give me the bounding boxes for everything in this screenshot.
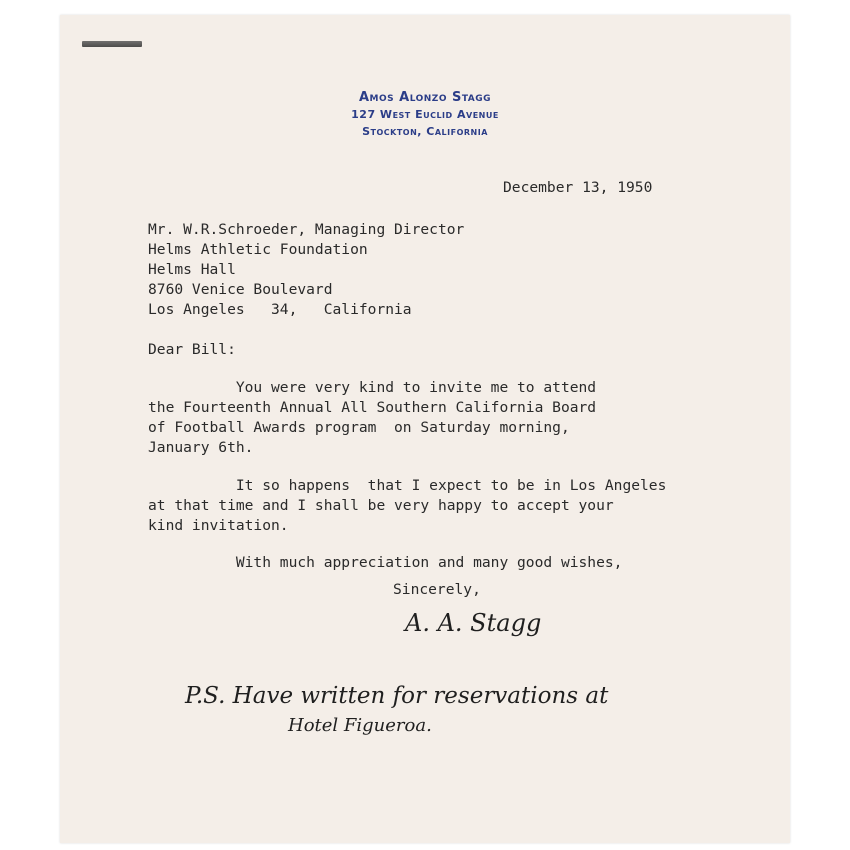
body-line: kind invitation. [148,517,289,534]
body-line: You were very kind to invite me to attend [148,379,597,396]
salutation: Dear Bill: [148,341,236,358]
recipient-line: 8760 Venice Boulevard [148,281,333,298]
letterhead [60,89,790,140]
body-line: at that time and I shall be very happy to accept your [148,497,614,514]
letterhead-city: Stockton, California [362,125,488,138]
letterhead-street: 127 West Euclid Avenue [351,108,499,121]
closing: Sincerely, [393,581,481,598]
body-line: It so happens that I expect to be in Los Angeles [148,477,667,494]
body-line: January 6th. [148,439,254,456]
body-line: With much appreciation and many good wishes, [148,554,623,571]
postscript-line: Hotel Figueroa. [288,715,432,736]
recipient-line: Los Angeles 34, California [148,301,412,318]
body-line: the Fourteenth Annual All Southern California Board [148,399,597,416]
staple-mark [82,41,142,47]
letter-date: December 13, 1950 [503,179,653,196]
recipient-line: Helms Hall [148,261,236,278]
body-line: of Football Awards program on Saturday morning, [148,419,570,436]
recipient-line: Mr. W.R.Schroeder, Managing Director [148,221,465,238]
recipient-line: Helms Athletic Foundation [148,241,368,258]
letter-page [60,15,790,843]
signature: A. A. Stagg [405,609,542,637]
letterhead-name: Amos Alonzo Stagg [358,90,492,105]
postscript-line: P.S. Have written for reservations at [185,683,609,709]
